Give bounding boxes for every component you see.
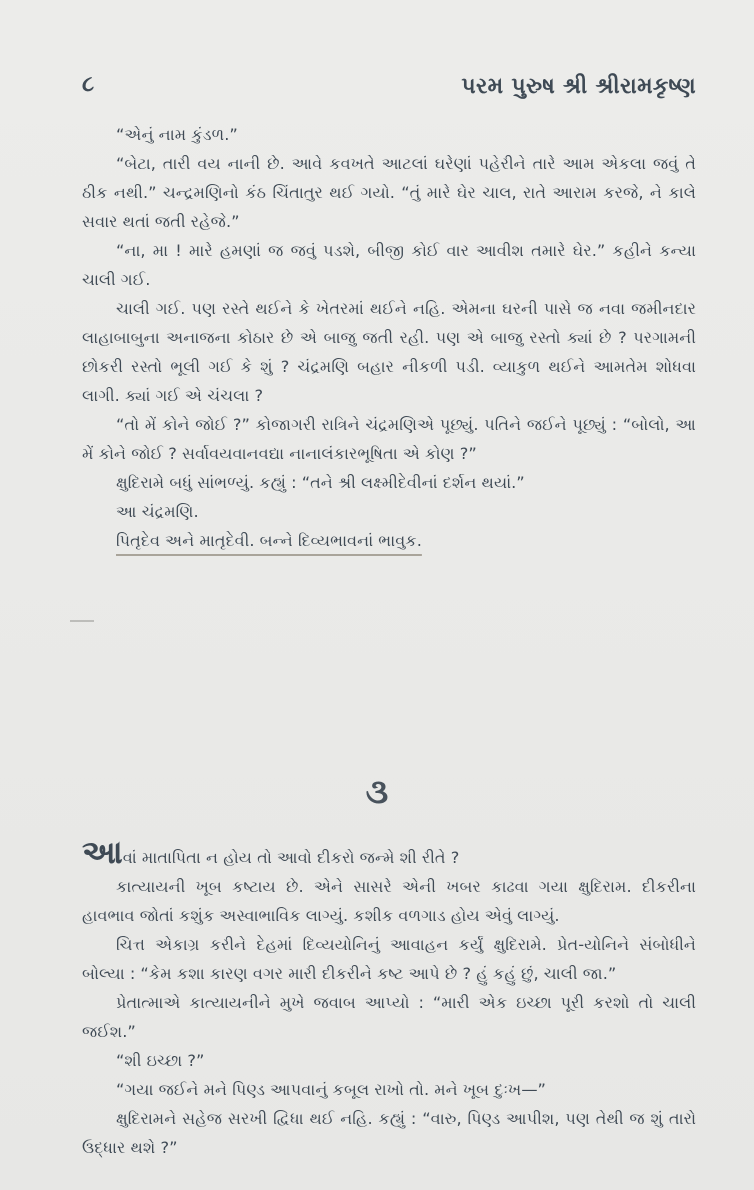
opening-paragraph — [82, 833, 696, 872]
paragraph: પ્રેતાત્માએ કાત્યાયનીને મુખે જવાબ આપ્યો : “મારી એક ઇચ્છા પૂરી કરશો તો ચાલી જઈશ.” — [82, 993, 696, 1041]
drop-cap: આ — [82, 833, 123, 871]
closing-line — [82, 526, 696, 555]
paragraph: “બેટા, તારી વય નાની છે. આવે કવખતે આટલાં ઘરેણાં પહેરીને તારે આમ એકલા જવું તે ઠીક નથી.” ચન્દ્રમણિનો કંઠ ચિંતાતુર થઈ ગયો. “તું મારે ઘેર ચાલ, રાતે આરામ કરજે, ને કાલે સવાર થતાં જતી રહેજે.” — [82, 154, 696, 231]
paragraph: “શી ઇચ્છા ?” — [116, 1051, 205, 1070]
paragraph: “તો મેં કોને જોઈ ?” કોજાગરી રાત્રિને ચંદ્રમણિએ પૂછ્યું. પતિને જઈને પૂછ્યું : “બોલો, આ મેં કોને જોઈ ? સર્વાવયવાનવદ્યા નાનાલંકારભૂષિતા એ કોણ ?” — [82, 415, 696, 463]
paragraph: ક્ષુદિરામે બધું સાંભળ્યું. કહ્યું : “તને શ્રી લક્ષ્મીદેવીનાં દર્શન થયાં.” — [116, 473, 525, 492]
section-2 — [82, 833, 696, 1162]
opening-text: વાં માતાપિતા ન હોય તો આવો દીકરો જન્મે શી રીતે ? — [122, 848, 460, 867]
paragraph: ક્ષુદિરામને સહેજ સરખી દ્વિધા થઈ નહિ. કહ્યું : “વારુ, પિણ્ડ આપીશ, પણ તેથી જ શું તારો ઉદ્ધાર થશે ?” — [82, 1109, 696, 1157]
paragraph: “એનું નામ કુંડળ.” — [116, 125, 238, 144]
page-mark — [70, 620, 94, 622]
paragraph: કાત્યાયની ખૂબ કષ્ટાય છે. એને સાસરે એની ખબર કાઢવા ગયા ક્ષુદિરામ. દીકરીના હાવભાવ જોતાં કશુંક અસ્વાભાવિક લાગ્યું. કશીક વળગાડ હોય એવું લાગ્યું. — [82, 877, 696, 925]
paragraph: “ગયા જઈને મને પિણ્ડ આપવાનું કબૂલ રાખો તો. મને ખૂબ દુઃખ—” — [116, 1080, 546, 1099]
paragraph: ચાલી ગઈ. પણ રસ્તે થઈને કે ખેતરમાં થઈને નહિ. એમના ઘરની પાસે જ નવા જમીનદાર લાહાબાબુના અનાજના કોઠાર છે એ બાજુ જતી રહી. પણ એ બાજુ રસ્તો ક્યાં છે ? પરગામની છોકરી રસ્તો ભૂલી ગઈ કે શું ? ચંદ્રમણિ બહાર નીકળી પડી. વ્યાકુળ થઈને આમતેમ શોધવા લાગી. ક્યાં ગઈ એ ચંચલા ? — [82, 299, 696, 405]
page-header — [82, 72, 696, 112]
underlined-text: પિતૃદેવ અને માતૃદેવી. બન્ને દિવ્યભાવનાં ભાવુક. — [116, 531, 422, 550]
paragraph: આ ચંદ્રમણિ. — [116, 502, 199, 521]
paragraph: ચિત્ત એકાગ્ર કરીને દેહમાં દિવ્યયોનિનું આવાહન કર્યું ક્ષુદિરામે. પ્રેત-યોનિને સંબોધીને બોલ્યા : “કેમ કશા કારણ વગર મારી દીકરીને કષ્ટ આપે છે ? હું કહું છું, ચાલી જા.” — [82, 935, 696, 983]
paragraph: “ના, મા ! મારે હમણાં જ જવું પડશે, બીજી કોઈ વાર આવીશ તમારે ઘેર.” કહીને કન્યા ચાલી ગઈ. — [82, 241, 696, 289]
section-1 — [82, 120, 696, 555]
running-head: પરમ પુરુષ શ્રી શ્રીરામકૃષ્ણ — [461, 74, 696, 99]
chapter-number: ૩ — [365, 772, 389, 812]
page-number: ૮ — [82, 72, 95, 97]
